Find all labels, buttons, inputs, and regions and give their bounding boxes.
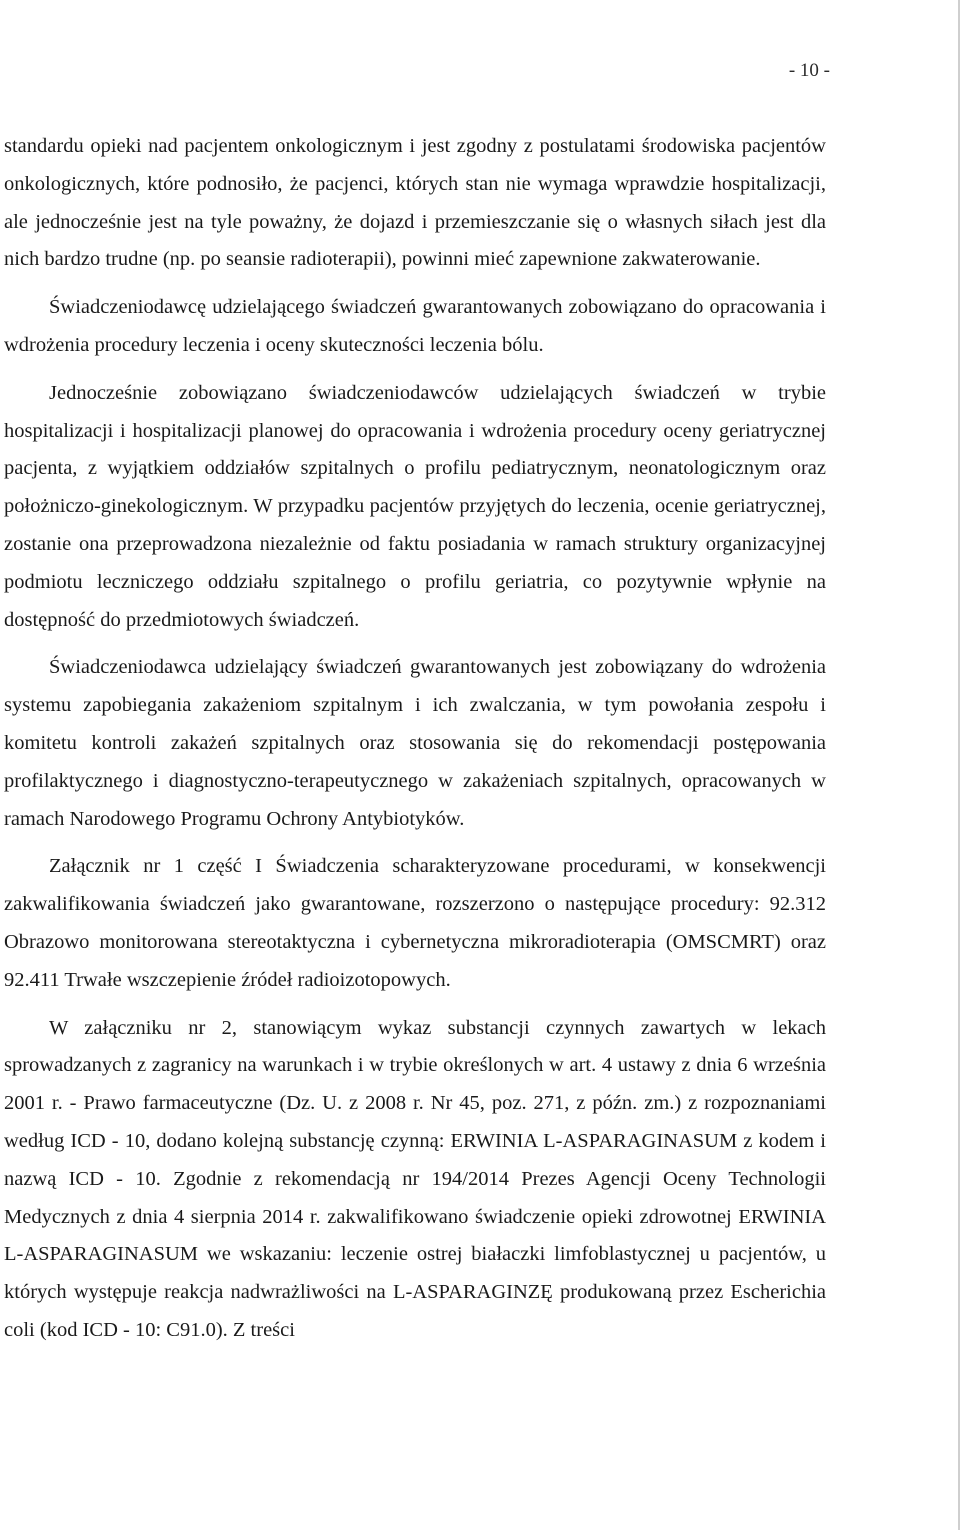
paragraph-pain-procedure: Świadczeniodawcę udzielającego świadczeń gwarantowanych zobowiązano do opracowania i wdrożenia procedury leczenia i oceny skuteczności leczenia bólu.: [4, 296, 826, 356]
paragraph-geriatric-assessment: Jednocześnie zobowiązano świadczeniodawców udzielających świadczeń w trybie hospitalizacji i hospitalizacji planowej do opracowania i wdrożenia procedury oceny geriatrycznej pacjenta, z wyjątkiem oddziałów szpitalnych o profilu pediatrycznym, neonatologicznym oraz położniczo-ginekologicznym. W przypadku pacjentów przyjętych do leczenia, ocenie geriatrycznej, zostanie ona przeprowadzona niezależnie od faktu posiadania w ramach struktury organizacyjnej podmiotu leczniczego oddziału szpitalnego o profilu geriatria, co pozytywnie wpłynie na dostępność do przedmiotowych świadczeń.: [4, 381, 826, 631]
paragraph-infection-control: Świadczeniodawca udzielający świadczeń gwarantowanych jest zobowiązany do wdrożenia systemu zapobiegania zakażeniom szpitalnym i ich zwalczania, w tym powołania zespołu i komitetu kontroli zakażeń szpitalnych oraz stosowania się do rekomendacji postępowania profilaktycznego i diagnostyczno-terapeutycznego w zakażeniach szpitalnych, opracowanych w ramach Narodowego Programu Ochrony Antybiotyków.: [4, 656, 826, 830]
page-number: - 10 -: [788, 60, 830, 81]
paragraph-continuation: standardu opieki nad pacjentem onkologicznym i jest zgodny z postulatami środowiska pacjentów onkologicznych, które podnosiło, że pacjenci, których stan nie wymaga wprawdzie hospitalizacji, ale jednocześnie jest na tyle poważny, że dojazd i przemieszczanie się o własnych siłach jest dla nich bardzo trudne (np. po seansie radioterapii), powinni mieć zapewnione zakwaterowanie.: [4, 135, 826, 271]
paragraph-annex-1-procedures: Załącznik nr 1 część I Świadczenia scharakteryzowane procedurami, w konsekwencji zakwalifikowania świadczeń jako gwarantowane, rozszerzono o następujące procedury: 92.312 Obrazowo monitorowana stereotaktyczna i cybernetyczna mikroradioterapia (OMSCMRT) oraz 92.411 Trwałe wszczepienie źródeł radioizotopowych.: [4, 855, 826, 991]
document-body: [4, 128, 826, 1350]
paragraph-annex-2-substances: W załączniku nr 2, stanowiącym wykaz substancji czynnych zawartych w lekach sprowadzanych z zagranicy na warunkach i w trybie określonych w art. 4 ustawy z dnia 6 września 2001 r. - Prawo farmaceutyczne (Dz. U. z 2008 r. Nr 45, poz. 271, z późn. zm.) z rozpoznaniami według ICD - 10, dodano kolejną substancję czynną: ERWINIA L-ASPARAGINASUM z kodem i nazwą ICD - 10. Zgodnie z rekomendacją nr 194/2014 Prezes Agencji Oceny Technologii Medycznych z dnia 4 sierpnia 2014 r. zakwalifikowano świadczenie opieki zdrowotnej ERWINIA L-ASPARAGINASUM we wskazaniu: leczenie ostrej białaczki limfoblastycznej u pacjentów, u których występuje reakcja nadwrażliwości na L-ASPARAGINZĘ produkowaną przez Escherichia coli (kod ICD - 10: C91.0). Z treści: [4, 1016, 826, 1341]
